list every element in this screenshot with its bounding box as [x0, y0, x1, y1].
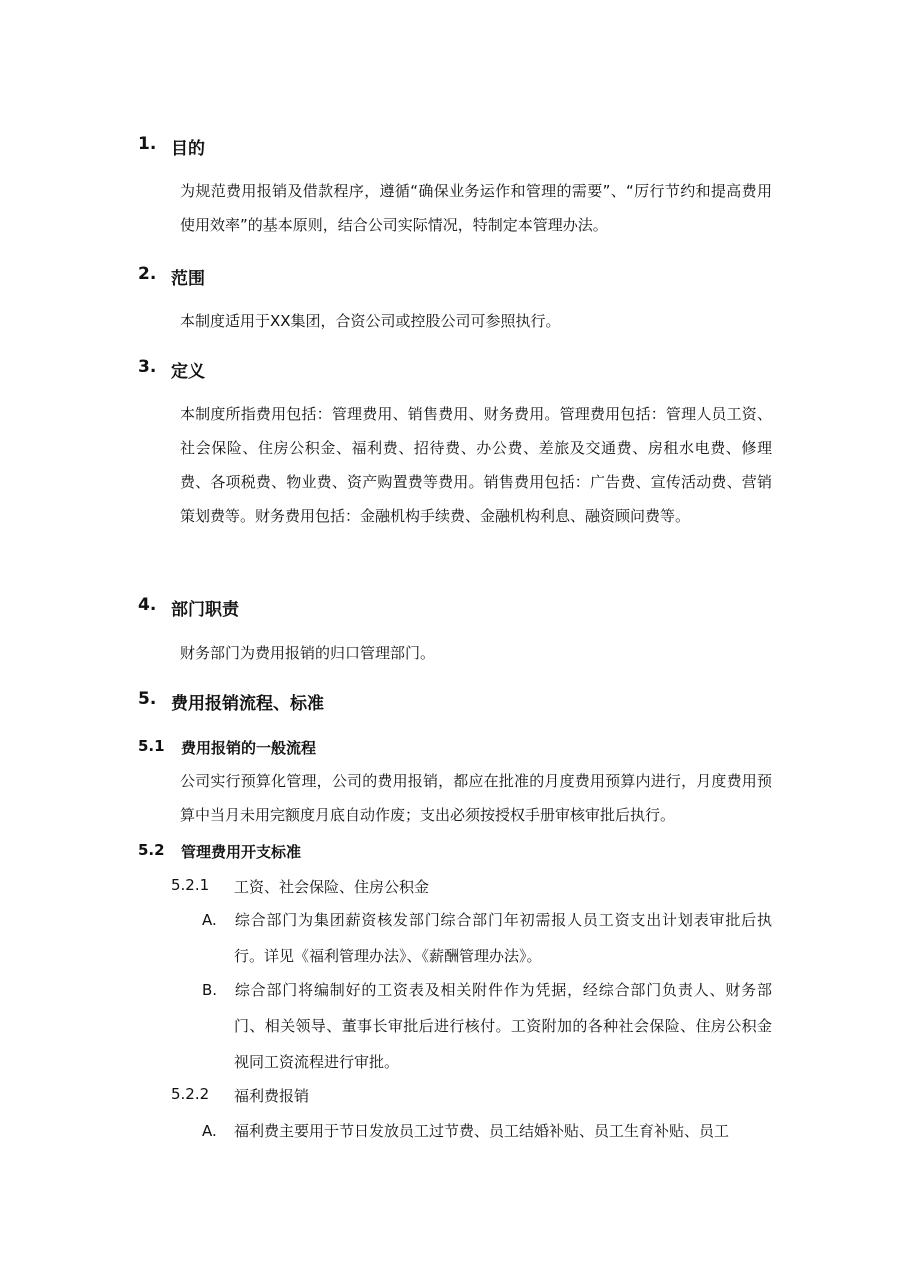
- item-5-2-2-title: 福利费报销: [234, 1087, 310, 1105]
- section-2-body: 本制度适用于XX集团，合资公司或控股公司可参照执行。: [180, 312, 561, 330]
- section-3-number: 3.: [138, 357, 157, 377]
- section-5-title: 费用报销流程、标准: [171, 694, 324, 714]
- item-5-2-1-b-text: 综合部门将编制好的工资表及相关附件作为凭据，经综合部门负责人、财务部门、相关领导、董事长审批后进行核付。工资附加的各种社会保险、住房公积金视同工资流程进行审批。: [234, 981, 772, 1071]
- subsection-5-1-body: 公司实行预算化管理，公司的费用报销，都应在批准的月度费用预算内进行，月度费用预算中当月未用完额度月底自动作废；支出必须按授权手册审核审批后执行。: [180, 772, 772, 824]
- item-5-2-1-b-label: B.: [202, 981, 218, 999]
- item-5-2-1-title: 工资、社会保险、住房公积金: [234, 878, 430, 896]
- item-5-2-2-a-text: 福利费主要用于节日发放员工过节费、员工结婚补贴、员工生育补贴、员工: [234, 1122, 730, 1140]
- subsection-5-1-title: 费用报销的一般流程: [181, 739, 317, 757]
- item-5-2-1-a-text: 综合部门为集团薪资核发部门综合部门年初需报人员工资支出计划表审批后执行。详见《福利管理办法》、《薪酬管理办法》。: [234, 911, 772, 965]
- item-5-2-1-a-label: A.: [202, 911, 217, 929]
- section-1-title: 目的: [171, 139, 205, 159]
- subsection-5-2-title: 管理费用开支标准: [181, 843, 302, 861]
- section-4-title: 部门职责: [171, 600, 239, 620]
- section-4-body: 财务部门为费用报销的归口管理部门。: [180, 644, 436, 662]
- item-5-2-2-a-label: A.: [202, 1122, 217, 1140]
- section-3-title: 定义: [171, 362, 205, 382]
- section-4-number: 4.: [138, 595, 157, 615]
- item-5-2-2-a: [202, 1113, 772, 1149]
- item-5-2-1-b: [202, 972, 772, 1080]
- item-5-2-2-number: 5.2.2: [171, 1085, 210, 1103]
- section-3-body: 本制度所指费用包括：管理费用、销售费用、财务费用。管理费用包括：管理人员工资、社会保险、住房公积金、福利费、招待费、办公费、差旅及交通费、房租水电费、修理费、各项税费、物业费、资产购置费等费用。销售费用包括：广告费、宣传活动费、营销策划费等。财务费用包括：金融机构手续费、金融机构利息、融资顾问费等。: [180, 405, 772, 525]
- section-1-body: 为规范费用报销及借款程序，遵循“确保业务运作和管理的需要”、“厉行节约和提高费用使用效率”的基本原则，结合公司实际情况，特制定本管理办法。: [180, 182, 772, 234]
- section-5-number: 5.: [138, 689, 157, 709]
- subsection-5-2-number: 5.2: [138, 841, 165, 859]
- section-2-title: 范围: [171, 269, 205, 289]
- item-5-2-1-number: 5.2.1: [171, 876, 210, 894]
- subsection-5-1-number: 5.1: [138, 737, 165, 755]
- section-1-number: 1.: [138, 134, 157, 154]
- section-2-number: 2.: [138, 264, 157, 284]
- item-5-2-1-a: [202, 902, 772, 974]
